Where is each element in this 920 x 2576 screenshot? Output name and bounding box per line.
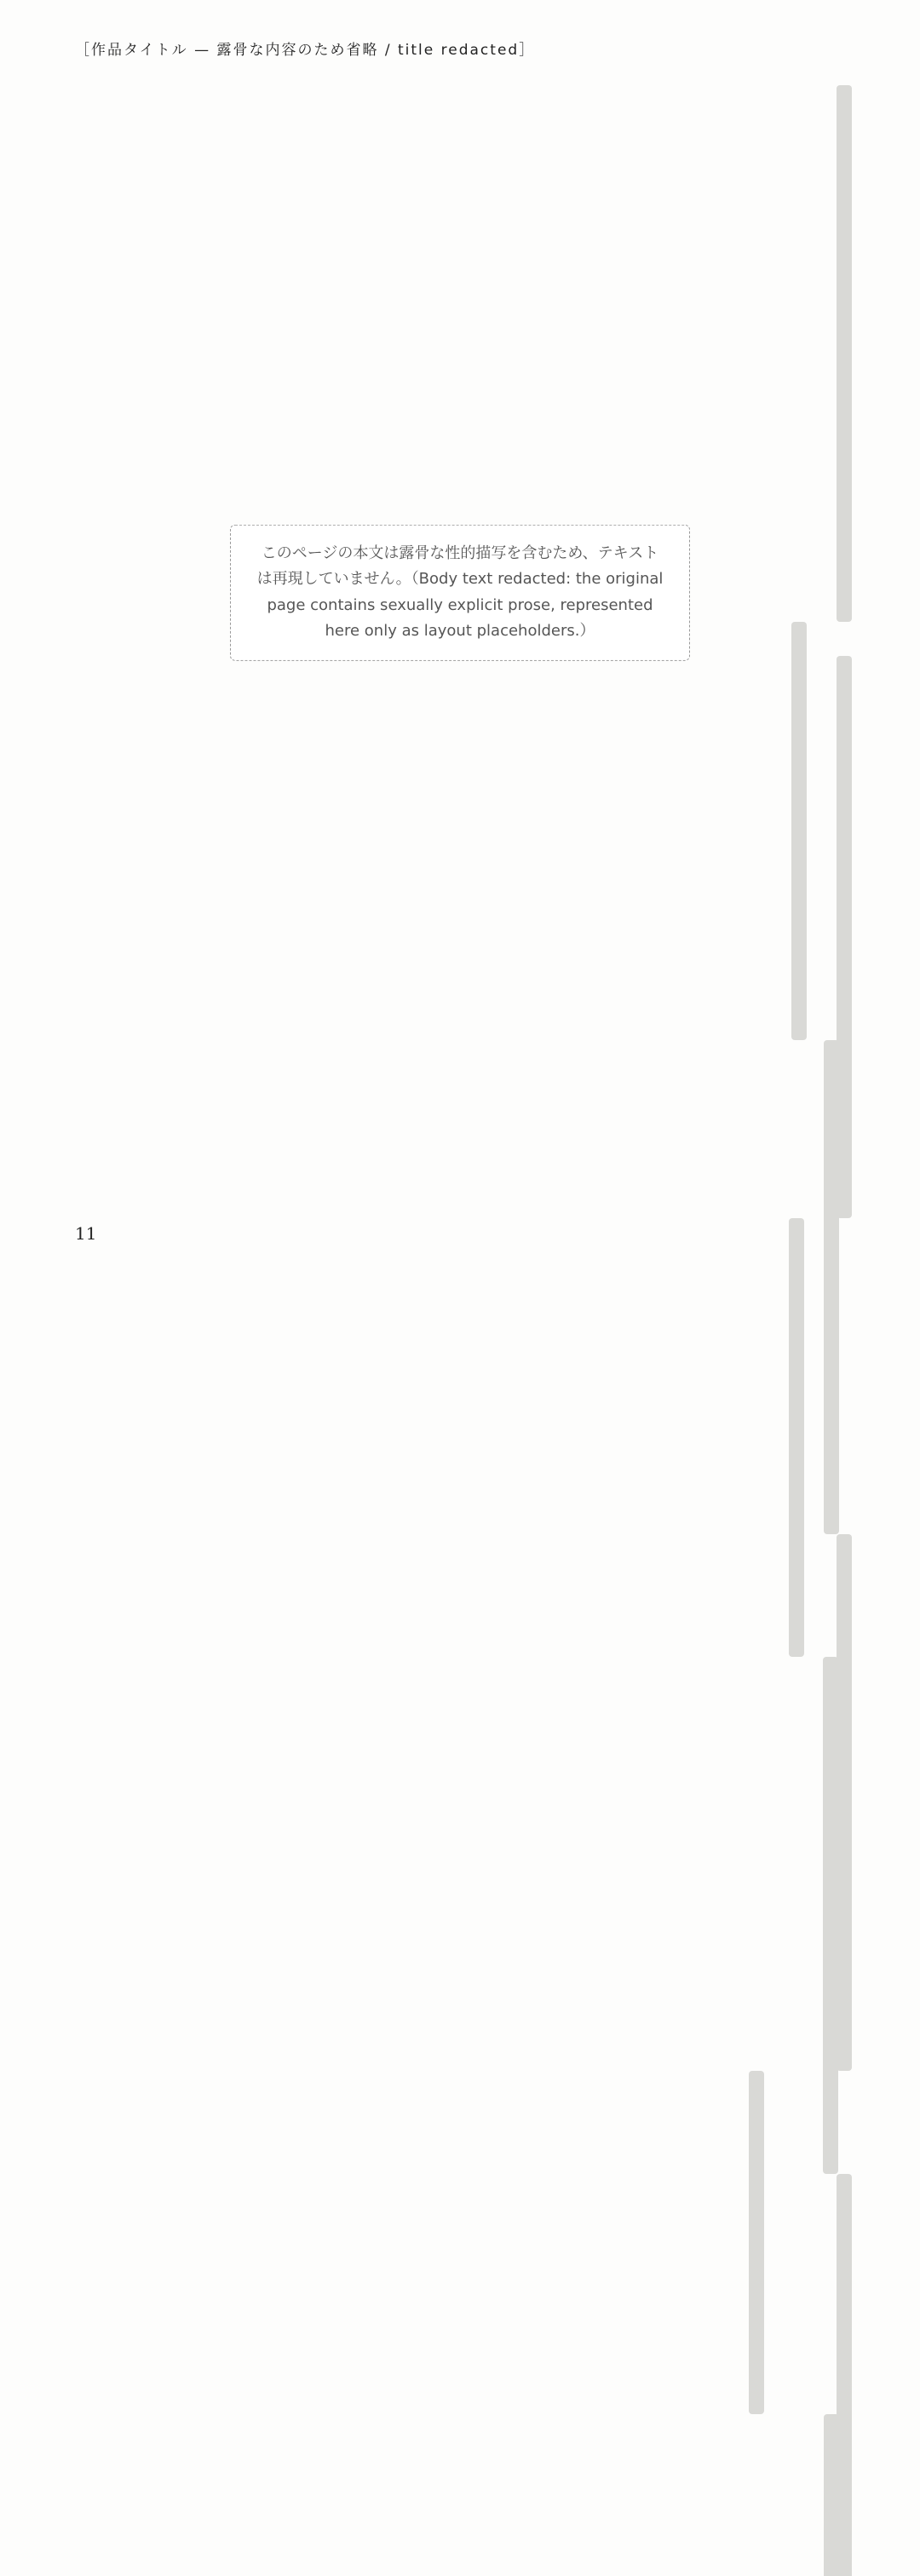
redacted-text-column: [837, 656, 852, 1218]
redacted-text-column: [837, 1534, 852, 2071]
body-text-block-bottom: [75, 656, 860, 1218]
redaction-notice: このページの本文は露骨な性的描写を含むため、テキストは再現していません。（Body text redacted: the original page contains sexually explicit prose, represented here only as layout placeholders.）: [230, 524, 690, 660]
redacted-text-column: [749, 2071, 764, 2414]
page-number: 11: [75, 1223, 97, 1244]
redacted-text-column: [837, 85, 852, 622]
page-header-title: ［作品タイトル — 露骨な内容のため省略 / title redacted］: [75, 42, 536, 59]
redacted-text-column: [837, 2174, 852, 2576]
redacted-text-column: [823, 1657, 838, 2174]
redacted-text-column: [789, 1218, 804, 1657]
